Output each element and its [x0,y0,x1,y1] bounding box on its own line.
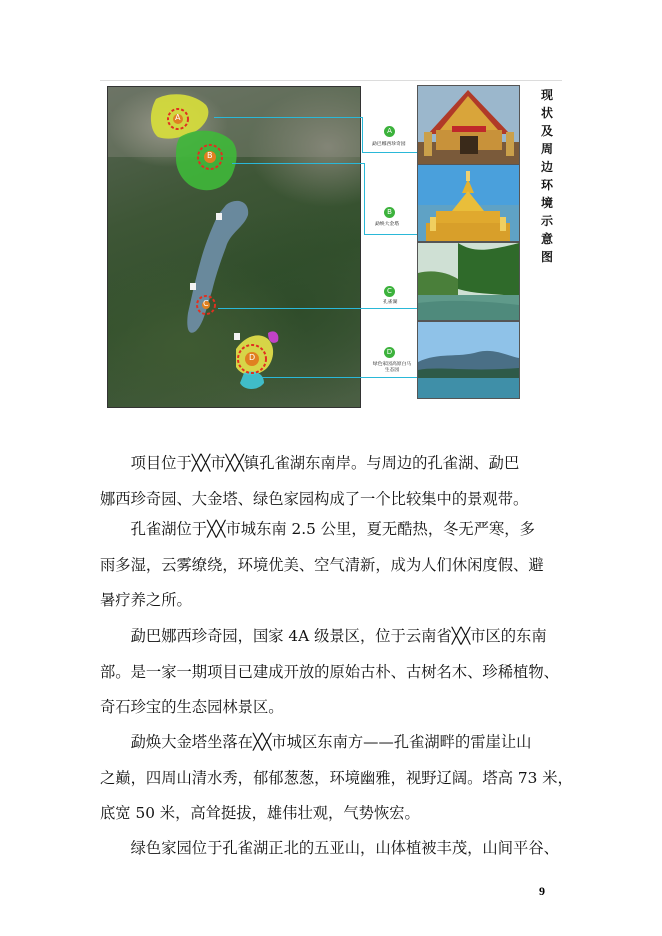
paragraph-line: 雨多湿，云雾缭绕，环境优美、空气清新，成为人们休闲度假、避 [100,555,544,574]
paragraph-line: 项目位于╳╳市╳╳镇孔雀湖东南岸。与周边的孔雀湖、勐巴 [100,454,520,472]
paragraph-line: 之巅，四周山清水秀，郁郁葱葱，环境幽雅，视野辽阔。塔高 73 米， [100,768,573,787]
callout-badge-c: C [384,286,395,297]
callout-line-b [232,163,364,164]
photo-golden-pagoda [417,164,520,242]
aerial-map [107,86,361,408]
paragraph-peacock-lake [100,512,562,619]
callout-label-c: 孔雀湖 [383,300,398,305]
title-char: 示 [540,214,553,228]
paragraph-line: 暑疗养之所。 [100,591,192,610]
paragraph-line: 娜西珍奇园、大金塔、绿色家园构成了一个比较集中的景观带。 [100,489,529,508]
photo-peacock-lake [417,242,520,321]
callout-line-d [262,377,417,378]
map-marker-a: A [175,113,181,122]
figure-vertical-title [538,86,556,266]
paragraph-line: 孔雀湖位于╳╳市城东南 2.5 公里，夏无酷热，冬无严寒，多 [100,520,535,538]
callout-badge-a: A [384,126,395,137]
lake-shape [187,201,248,333]
paragraph-line: 底宽 50 米，高耸挺拔，雄伟壮观，气势恢宏。 [100,804,420,823]
callout-line-a [214,117,362,118]
paragraph-golden-pagoda [100,725,573,832]
header-rule [100,80,562,81]
title-char: 环 [540,178,553,192]
map-marker-c: C [203,299,209,308]
page-number: 9 [539,884,545,898]
map-marker-d: D [249,353,256,362]
paragraph-project-location [100,446,562,517]
callout-line-c [218,308,417,309]
paragraph-line: 部。是一家一期项目已建成开放的原始古朴、古树名木、珍稀植物、 [100,662,559,681]
callout-label-a: 勐巴娜西珍奇园 [372,142,406,147]
callout-label-d: 绿色家园高原白马生态园 [372,362,412,373]
paragraph-line: 奇石珍宝的生态园林景区。 [100,698,284,717]
photo-green-home [417,321,520,399]
callout-badge-b: B [384,207,395,218]
paragraph-line: 勐巴娜西珍奇园，国家 4A 级景区，位于云南省╳╳市区的东南 [100,627,547,645]
paragraph-line: 勐焕大金塔坐落在╳╳市城区东南方——孔雀湖畔的雷崖让山 [100,733,532,751]
title-char: 图 [540,250,553,264]
paragraph-botanical-garden [100,619,562,726]
paragraph-green-home [100,831,562,867]
callout-vline-b [364,163,365,235]
title-char: 现 [540,88,553,102]
title-char: 及 [540,124,553,138]
paragraph-line: 绿色家园位于孔雀湖正北的五亚山，山体植被丰茂，山间平谷、 [100,839,559,857]
title-char: 周 [540,142,553,156]
map-marker-b: B [207,151,213,160]
callout-badge-d: D [384,347,395,358]
title-char: 边 [540,160,553,174]
callout-line-b2 [364,234,417,235]
callout-label-b: 勐焕大金塔 [375,222,399,227]
callout-line-a2 [362,152,417,153]
title-char: 状 [540,106,553,120]
title-char: 意 [540,232,553,246]
callout-vline-a [362,117,363,153]
title-char: 境 [540,196,553,210]
photo-temple-gate [417,85,520,165]
